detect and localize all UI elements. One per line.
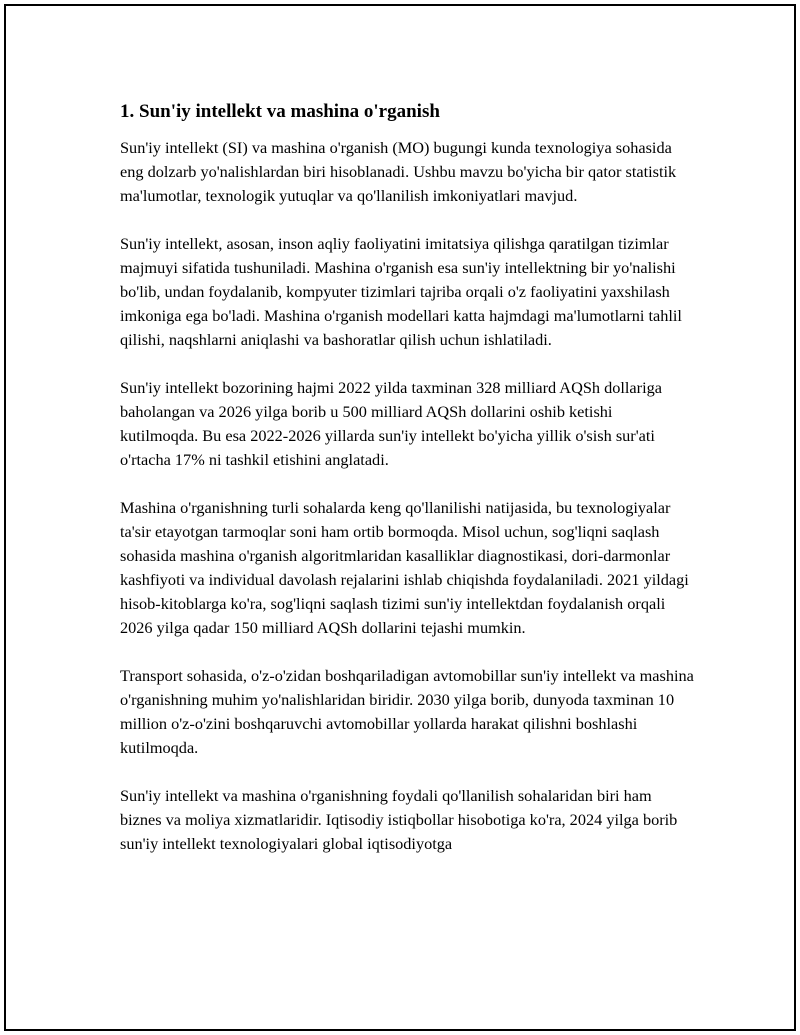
paragraph-market-size: Sun'iy intellekt bozorining hajmi 2022 yilda taxminan 328 milliard AQSh dollariga baholangan va 2026 yilga borib u 500 milliard AQSh dollarini oshib ketishi kutilmoqda. Bu esa 2022-2026 yillarda sun'iy intellekt bo'yicha yillik o'sish sur'ati o'rtacha 17% ni tashkil etishini anglatadi. xyxy=(120,378,662,469)
paragraph-healthcare: Mashina o'rganishning turli sohalarda keng qo'llanilishi natijasida, bu texnologiyalar ta'sir etayotgan tarmoqlar soni ham ortib bormoqda. Misol uchun, sog'liqni saqlash sohasida mashina o'rganish algoritmlaridan kasalliklar diagnostikasi, dori-darmonlar kashfiyoti va individual davolash rejalarini ishlab chiqishda foydalaniladi. 2021 yildagi hisob-kitoblarga ko'ra, sog'liqni saqlash tizimi sun'iy intellektdan foydalanish orqali 2026 yilga qadar 150 milliard AQSh dollarini tejashi mumkin. xyxy=(120,498,689,637)
paragraph-intro: Sun'iy intellekt (SI) va mashina o'rganish (MO) bugungi kunda texnologiya sohasida eng dolzarb yo'nalishlardan biri hisoblanadi. Ushbu mavzu bo'yicha bir qator statistik ma'lumotlar, texnologik yutuqlar va qo'llanilish imkoniyatlari mavjud. xyxy=(120,138,677,205)
paragraph-business: Sun'iy intellekt va mashina o'rganishning foydali qo'llanilish sohalaridan biri ham biznes va moliya xizmatlaridir. Iqtisodiy istiqbollar hisobotiga ko'ra, 2024 yilga borib sun'iy intellekt texnologiyalari global iqtisodiyotga xyxy=(120,786,678,853)
document-content xyxy=(120,98,694,880)
document-page xyxy=(4,4,796,1031)
paragraph-definition: Sun'iy intellekt, asosan, inson aqliy faoliyatini imitatsiya qilishga qaratilgan tizimlar majmuyi sifatida tushuniladi. Mashina o'rganish esa sun'iy intellektning bir yo'nalishi bo'lib, undan foydalanib, kompyuter tizimlari tajriba orqali o'z faoliyatini yaxshilash imkoniga ega bo'ladi. Mashina o'rganish modellari katta hajmdagi ma'lumotlarni tahlil qilishi, naqshlarni aniqlashi va bashoratlar qilish uchun ishlatiladi. xyxy=(120,234,682,349)
section-heading: 1. Sun'iy intellekt va mashina o'rganish xyxy=(120,101,440,122)
paragraph-transport: Transport sohasida, o'z-o'zidan boshqariladigan avtomobillar sun'iy intellekt va mashina o'rganishning muhim yo'nalishlaridan biridir. 2030 yilga borib, dunyoda taxminan 10 million o'z-o'zini boshqaruvchi avtomobillar yollarda harakat qilishni boshlashi kutilmoqda. xyxy=(120,666,694,757)
